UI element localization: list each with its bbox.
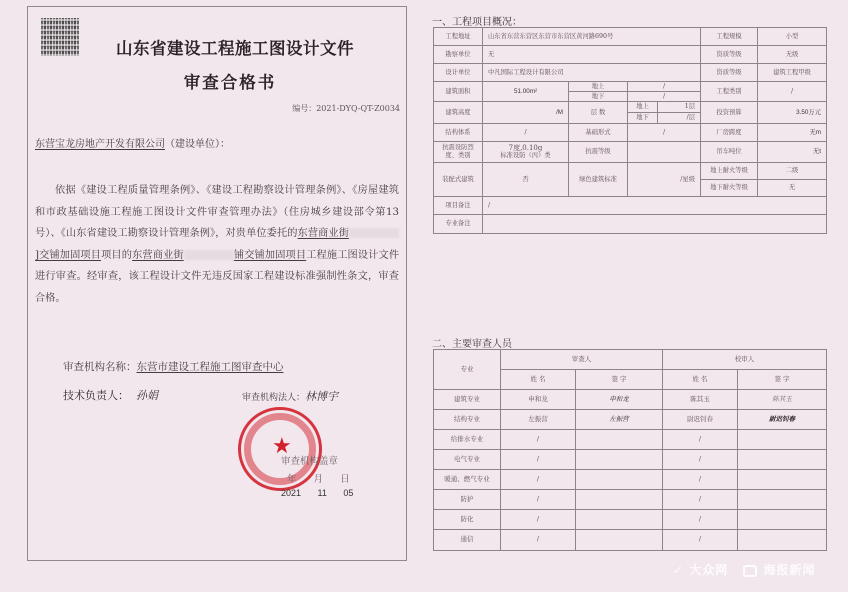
- body-text-mid: 项目的: [101, 249, 133, 261]
- checker-name-cell: /: [663, 490, 738, 510]
- project-name-2: 东营商业街 铺交铺加固项目: [132, 249, 307, 261]
- checker-signature-cell: [738, 470, 827, 490]
- checker-name-cell: /: [663, 530, 738, 551]
- budget-label: 投资预算: [701, 102, 758, 124]
- legal-rep-label: 审查机构法人：: [242, 393, 306, 403]
- reviewer-name-cell: /: [501, 430, 576, 450]
- structure-value: /: [483, 124, 569, 142]
- reviewer-signature-cell: 申和龙: [576, 390, 663, 410]
- reviewer-signature-cell: [576, 470, 663, 490]
- reviewer-signature-cell: [576, 490, 663, 510]
- scale-value: 小型: [758, 28, 827, 46]
- legal-rep: [242, 388, 338, 404]
- checker-name-cell: /: [663, 470, 738, 490]
- redacted-block: [349, 228, 399, 238]
- scale-label: 工程规模: [701, 28, 758, 46]
- reviewer-name-cell: /: [501, 530, 576, 551]
- design-qual-label: 资质等级: [701, 64, 758, 82]
- discipline-cell: 防护: [434, 490, 501, 510]
- watermark-brand-2: 海报新闻: [763, 563, 816, 577]
- area-label: 建筑面积: [434, 82, 483, 102]
- body-text-1: 依据《建设工程质量管理条例》、《建设工程勘察设计管理条例》、《房屋建筑和市政基础设施工程施工图设计文件审查管理办法》（住房城乡建设部令第13号）、《山东省建设工勘察设计管理条例》，对贵单位委托的: [35, 185, 399, 240]
- issue-date: [281, 488, 353, 498]
- crane-label: 吊车吨位: [701, 142, 758, 163]
- prefab-label: 装配式建筑: [434, 163, 483, 197]
- table-row: [434, 490, 827, 510]
- checker-name-cell: 陈其玉: [663, 390, 738, 410]
- table-row: [434, 450, 827, 470]
- reviewer-name-cell: /: [501, 510, 576, 530]
- date-day: 05: [343, 488, 354, 498]
- watermark-brand-1: 大众网: [689, 563, 729, 577]
- checker-signature-cell: [738, 430, 827, 450]
- checker-header: 校审人: [663, 350, 827, 370]
- body-text-2: 工程施工图设计文件进行审查。经审查，该工程设计文件无违反国家工程建设标准强制性条文，审查合格。: [35, 249, 400, 304]
- seismic-label: 抗震设防烈度、类别: [434, 142, 483, 163]
- date-labels: [287, 471, 350, 485]
- checker-signature-cell: [738, 530, 827, 551]
- address-label: 工程地址: [434, 28, 483, 46]
- tech-lead-signature: 孙娟: [136, 389, 158, 402]
- reviewers-table: [433, 349, 827, 551]
- project-name-1: 东营商业街]交铺加固项目: [35, 228, 399, 261]
- checker-name-header: 姓 名: [663, 370, 738, 390]
- overview-section-title: 一、工程项目概况：: [432, 17, 522, 28]
- seismic-grade-value: [628, 142, 701, 163]
- date-month: 11: [317, 488, 327, 498]
- table-row: [434, 470, 827, 490]
- budget-value: 3.50万元: [758, 102, 827, 124]
- reviewers-section-title: 二、主要审查人员: [432, 339, 512, 350]
- checker-name-cell: 尉迟钊春: [663, 410, 738, 430]
- area-value: 51.00m²: [483, 82, 569, 102]
- reviewer-name-cell: /: [501, 490, 576, 510]
- floors-below-label: 地下: [628, 113, 658, 124]
- check-logo-icon: ✓: [673, 563, 685, 577]
- document-number: [292, 103, 400, 114]
- project-overview-table: [433, 27, 827, 234]
- news-logo-icon: [743, 565, 757, 577]
- project-note-label: 项目备注: [434, 197, 483, 215]
- year-label: 年: [287, 474, 297, 485]
- foundation-label: 基础形式: [569, 124, 628, 142]
- client-suffix: （建设单位）：: [165, 139, 230, 150]
- checker-signature-header: 签 字: [738, 370, 827, 390]
- fire-below-label: 地下耐火等级: [701, 180, 758, 197]
- discipline-cell: 给排水专业: [434, 430, 501, 450]
- reviewer-signature-header: 签 字: [576, 370, 663, 390]
- day-label: 日: [340, 474, 350, 485]
- reviewer-signature-cell: 左振营: [576, 410, 663, 430]
- tech-lead: [63, 387, 158, 403]
- tech-lead-label: 技术负责人：: [63, 389, 129, 402]
- category-value: /: [758, 82, 827, 102]
- span-label: 厂房跨度: [701, 124, 758, 142]
- height-value: /M: [483, 102, 569, 124]
- area-below-label: 地下: [569, 92, 628, 102]
- watermark: [673, 561, 815, 578]
- discipline-note-value: [483, 215, 827, 234]
- client-line: [35, 135, 230, 150]
- certificate-panel: [27, 6, 407, 561]
- reviewer-name-cell: /: [501, 450, 576, 470]
- discipline-cell: 防化: [434, 510, 501, 530]
- checker-signature-cell: [738, 490, 827, 510]
- reviewer-signature-cell: [576, 430, 663, 450]
- fire-above-label: 地上耐火等级: [701, 163, 758, 180]
- floors-above-value: 1层: [658, 102, 701, 113]
- survey-unit-value: 无: [483, 46, 701, 64]
- address-value: 山东省东营东营区东营市东营区黄河路690号: [483, 28, 701, 46]
- design-unit-value: 中凡国际工程设计有限公司: [483, 64, 701, 82]
- checker-name-cell: /: [663, 430, 738, 450]
- certificate-title: 山东省建设工程施工图设计文件: [116, 39, 354, 58]
- seismic-intensity: 7度,0.10g: [508, 144, 543, 153]
- design-qual-value: 建筑工程甲级: [758, 64, 827, 82]
- floors-above-label: 地上: [628, 102, 658, 113]
- area-above-value: /: [628, 82, 701, 92]
- design-unit-label: 设计单位: [434, 64, 483, 82]
- prefab-value: 否: [483, 163, 569, 197]
- survey-unit-label: 勘察单位: [434, 46, 483, 64]
- discipline-cell: 电气专业: [434, 450, 501, 470]
- checker-signature-cell: [738, 450, 827, 470]
- seismic-grade-label: 抗震等级: [569, 142, 628, 163]
- discipline-cell: 建筑专业: [434, 390, 501, 410]
- reviewer-name-cell: 申和龙: [501, 390, 576, 410]
- org-name: 东营市建设工程施工图审查中心: [136, 361, 284, 373]
- legal-rep-signature: 林博宇: [305, 390, 339, 403]
- fire-below-value: 无: [758, 180, 827, 197]
- reviewer-name-cell: /: [501, 470, 576, 490]
- survey-qual-value: 无级: [758, 46, 827, 64]
- area-above-label: 地上: [569, 82, 628, 92]
- area-below-value: /: [628, 92, 701, 102]
- table-row: [434, 510, 827, 530]
- green-value: /星级: [628, 163, 701, 197]
- discipline-cell: 通信: [434, 530, 501, 551]
- reviewer-signature-cell: [576, 450, 663, 470]
- redacted-block: [184, 250, 234, 260]
- floors-label: 层 数: [569, 102, 628, 124]
- doc-number-label: 编号：: [292, 104, 317, 113]
- span-value: 无m: [758, 124, 827, 142]
- project-note-value: /: [483, 197, 827, 215]
- seal-label: 审查机构盖章: [281, 456, 339, 467]
- checker-signature-cell: 尉迟钊春: [738, 410, 827, 430]
- crane-value: 无t: [758, 142, 827, 163]
- reviewer-signature-cell: [576, 530, 663, 551]
- seismic-value: [483, 142, 569, 163]
- structure-label: 结构体系: [434, 124, 483, 142]
- fire-above-value: 二级: [758, 163, 827, 180]
- checker-name-cell: /: [663, 510, 738, 530]
- height-label: 建筑高度: [434, 102, 483, 124]
- reviewer-header: 审查人: [501, 350, 663, 370]
- date-year: 2021: [281, 488, 302, 498]
- category-label: 工程类别: [701, 82, 758, 102]
- green-label: 绿色建筑标准: [569, 163, 628, 197]
- foundation-value: /: [628, 124, 701, 142]
- table-row: [434, 430, 827, 450]
- discipline-header: 专业: [434, 350, 501, 390]
- seismic-category: 标准设防（丙）类: [500, 152, 551, 160]
- table-row: [434, 410, 827, 430]
- doc-number-value: 2021-DYQ-QT-Z0034: [316, 104, 400, 113]
- certificate-subtitle: 审查合格书: [183, 73, 277, 92]
- discipline-cell: 结构专业: [434, 410, 501, 430]
- certificate-body: [35, 180, 399, 310]
- discipline-note-label: 专业备注: [434, 215, 483, 234]
- floors-below-value: /层: [658, 113, 701, 124]
- client-name: 东营宝龙房地产开发有限公司: [35, 139, 165, 150]
- table-row: [434, 390, 827, 410]
- table-row: [434, 530, 827, 551]
- checker-signature-cell: 陈其玉: [738, 390, 827, 410]
- checker-name-cell: /: [663, 450, 738, 470]
- reviewer-name-cell: 左振营: [501, 410, 576, 430]
- star-icon: ★: [272, 434, 292, 459]
- survey-qual-label: 资质等级: [701, 46, 758, 64]
- month-label: 月: [313, 474, 324, 485]
- reviewer-name-header: 姓 名: [501, 370, 576, 390]
- checker-signature-cell: [738, 510, 827, 530]
- review-org: [63, 359, 284, 374]
- org-label: 审查机构名称：: [63, 361, 137, 373]
- reviewer-signature-cell: [576, 510, 663, 530]
- discipline-cell: 暖通、燃气专业: [434, 470, 501, 490]
